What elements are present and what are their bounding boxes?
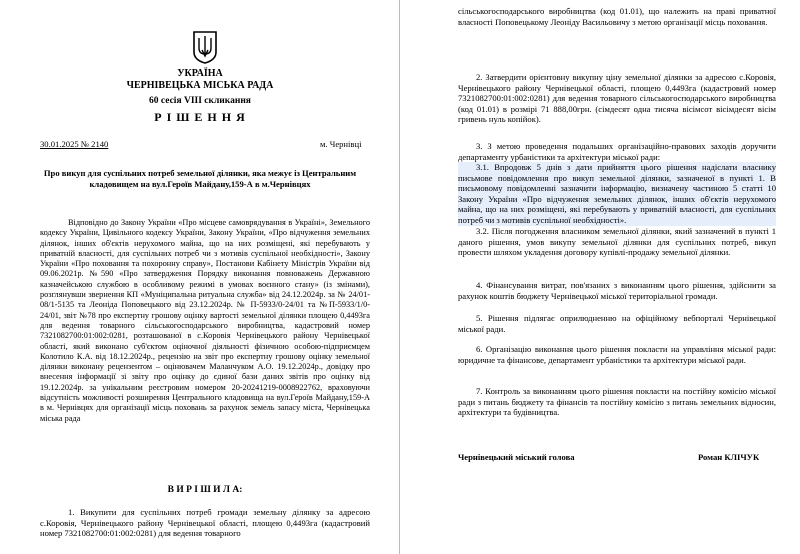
- signature-name: Роман КЛІЧУК: [698, 452, 760, 462]
- decision-item-3: 3. З метою проведення подальших організаційно-правових заходів доручити департаменту урбаністики та архітектури міської ради:: [458, 141, 776, 162]
- decision-title: Р І Ш Е Н Н Я: [154, 110, 246, 124]
- preamble-paragraph: Відповідно до Закону України «Про місцеве самоврядування в Україні», Земельного кодексу України, Цивільного кодексу України, Закону України, «Про відчуження земельних ділянок, інших об'єктів нерухомого майна, що на них розміщені, які перебувають у приватній власності, для суспільних потреб чи з мотивів суспільної необхідності», Закону України «Про поховання та похоронну справу», Постанови Кабінету Міністрів України від 09.06.2021р. №590 «Про затвердження Порядку виконання повноважень Державною казначейською службою в особливому режимі в умовах воєнного стану» (із змінами), розглянувши звернення КП «Муніципальна ритуальна служба» від 24.12.2024р. за № 24/01-08/1-5135 та Леоніда Поповецького від 23.12.2024р. № П-5933/0-24/01 та №П-5933/1/0-24/01, звіт №78 про експертну грошову оцінку вартості земельної ділянки площею 0,4493га для ведення товарного сільськогосподарського виробництва, кадастровий номер 7321082700:01:002:0281, розташованої в с.Коровія Чернівецького району Чернівецької області, який виконано суб'єктом оціночної діяльності фізичною особою-підприємцем Колотило К.А. від 18.12.2024р., рецензію на звіт про експертну грошову оцінку земельної ділянки виконану рецензентом – оцінювачем Маланчуком А.О. 19.12.2024р., довідку про внесення інформації зі звіту про оцінку до єдиної бази даних звітів про оцінку від 19.12.2024р. за унікальним реєстровим номером 20-20241219-0008922762, враховуючи відсутність можливості розширення Центрального кладовища на вул.Героїв Майдану,159-А в м. Чернівцях для організації місць поховань за рахунок земель запасу міста, Чернівецька міська рада: [40, 218, 370, 423]
- coat-of-arms-icon: [192, 30, 218, 64]
- decision-item-5: 5. Рішення підлягає оприлюдненню на офіційному вебпорталі Чернівецької міської ради.: [458, 313, 776, 334]
- document-page-right: [400, 0, 800, 554]
- decision-item-6: 6. Організацію виконання цього рішення покласти на управління міської ради: юридичне та фінансове, департамент урбаністики та архітектури міської ради.: [458, 344, 776, 365]
- decision-item-3-2: 3.2. Після погодження власником земельної ділянки, який зазначений в пункті 1 даного рішення, умов викупу земельної ділянки для суспільних потреб, викуп провести шляхом укладення договору купівлі-продажу земельної ділянки.: [458, 226, 776, 258]
- decision-subject: Про викуп для суспільних потреб земельної ділянки, яка межує із Центральним кладовищем на вул.Героїв Майдану,159-А в м.Чернівцях: [43, 168, 357, 189]
- city-label: м. Чернівці: [320, 139, 362, 149]
- decision-item-2: 2. Затвердити орієнтовну викупну ціну земельної ділянки за адресою с.Коровія, Чернівецького району Чернівецької області, площею 0,4493га (кадастровий номер 7321082700:01:002:0281) для ведення товарного сільськогосподарського виробництва (код 01.01) в розмірі 71 888,00грн. (сімдесят одна тисяча вісімсот вісімдесят вісім гривень нуль копійок).: [458, 72, 776, 125]
- country-heading: УКРАЇНА: [177, 68, 223, 79]
- decision-item-4: 4. Фінансування витрат, пов'язаних з виконанням цього рішення, здійснити за рахунок коштів бюджету Чернівецької міської територіальної громади.: [458, 280, 776, 301]
- decision-item-3-1: 3.1. Впродовж 5 днів з дати прийняття цього рішення надіслати власнику письмове повідомлення про викуп земельної ділянки, зазначеної в пункті 1. В письмовому повідомленні зазначити інформацію, визначену частиною 5 статті 10 Закону України «Про відчуження земельних ділянок, інших об'єктів нерухомого майна, що на них розміщені, які перебувають у приватній власності, для суспільних потреб чи з мотивів суспільної необхідності».: [458, 162, 776, 225]
- decision-date-number: 30.01.2025 № 2140: [40, 139, 109, 149]
- decision-item-1-continued: сільськогосподарського виробництва (код 01.01), що належить на праві приватної власності Поповецькому Леоніду Васильовичу з метою організації місць поховання.: [458, 6, 776, 27]
- decision-item-1: 1. Викупити для суспільних потреб громади земельну ділянку за адресою с.Коровія, Чернівецького району Чернівецької області, площею 0,4493га (кадастровий номер 7321082700:01:002:0281) для ведення товарного: [40, 507, 370, 539]
- session-line: 60 сесія VIII скликання: [149, 96, 251, 106]
- signature-title: Чернівецький міський голова: [458, 452, 575, 462]
- council-heading: ЧЕРНІВЕЦЬКА МІСЬКА РАДА: [126, 80, 274, 91]
- resolved-heading: В И Р І Ш И Л А:: [167, 485, 243, 495]
- decision-item-7: 7. Контроль за виконанням цього рішення покласти на постійну комісію міської ради з питань бюджету та фінансів та постійну комісію з питань земельних відносин, архітектури та будівництва.: [458, 386, 776, 418]
